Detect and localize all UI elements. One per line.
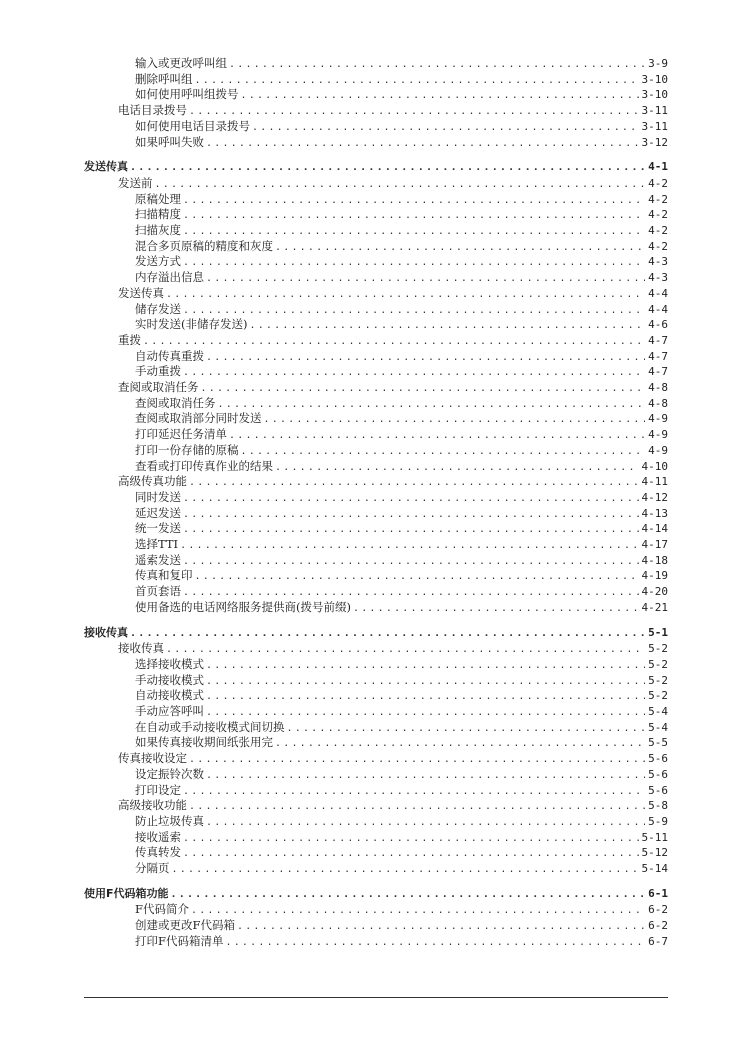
toc-dot-leader: [241, 89, 639, 102]
toc-dot-leader: [172, 863, 639, 876]
toc-dot-leader: [206, 272, 645, 285]
toc-page-number: 4-12: [641, 490, 668, 504]
toc-entry-title: 发送方式: [135, 254, 181, 269]
toc-entry-title: 接收传真: [118, 641, 164, 656]
toc-page-number: 4-2: [648, 208, 668, 222]
toc-page-number: 5-4: [648, 720, 668, 734]
toc-entry[interactable]: [135, 207, 668, 222]
toc-page-number: 4-18: [641, 553, 668, 567]
toc-dot-leader: [191, 904, 645, 917]
toc-entry[interactable]: [135, 254, 668, 269]
toc-dot-leader: [206, 137, 639, 150]
toc-page-number: 4-7: [648, 349, 668, 363]
toc-dot-leader: [225, 936, 645, 949]
toc-entry-title: 选择TTI: [135, 537, 179, 551]
toc-page-number: 6-7: [648, 934, 668, 948]
toc-dot-leader: [166, 288, 645, 301]
toc-entry[interactable]: [135, 553, 668, 568]
toc-page-number: 4-2: [648, 239, 668, 253]
toc-entry[interactable]: [135, 459, 668, 474]
toc-page-number: 5-6: [648, 783, 668, 797]
toc-page-number: 3-12: [641, 135, 668, 149]
toc-dot-leader: [206, 816, 645, 829]
toc-entry-title: 查看或打印传真作业的结果: [135, 458, 273, 473]
toc-entry[interactable]: [118, 798, 668, 813]
toc-page-number: 5-6: [648, 752, 668, 766]
toc-entry-title: 电话目录拨号: [118, 103, 187, 118]
toc-page-number: 5-2: [648, 689, 668, 703]
toc-page-number: 5-12: [641, 846, 668, 860]
toc-page-number: 4-4: [648, 286, 668, 300]
toc-page-number: 4-3: [648, 271, 668, 285]
toc-page-number: 4-3: [648, 255, 668, 269]
toc-dot-leader: [183, 832, 639, 845]
toc-entry-title: 防止垃圾传真: [135, 813, 204, 828]
toc-entry-title: 发送传真: [84, 160, 128, 174]
toc-entry-title: 原稿处理: [135, 191, 181, 206]
toc-entry-title: 打印设定: [135, 782, 181, 797]
toc-entry-title: 查阅或取消任务: [135, 395, 216, 410]
toc-page-number: 4-17: [641, 538, 668, 551]
toc-entry-title: 遥索发送: [135, 552, 181, 567]
toc-page-number: 3-11: [641, 119, 668, 133]
toc-entry-title: 重拨: [118, 332, 141, 347]
toc-page-number: 5-2: [648, 673, 668, 687]
toc-dot-leader: [195, 74, 639, 87]
toc-entry[interactable]: [135, 506, 668, 521]
toc-entry-title: 发送传真: [118, 285, 164, 300]
toc-entry-title: 打印一份存储的原稿: [135, 442, 239, 457]
toc-entry[interactable]: [135, 396, 668, 411]
toc-page-number: 4-14: [641, 522, 668, 536]
toc-page-number: 3-9: [648, 57, 668, 70]
toc-dot-leader: [183, 194, 645, 207]
toc-entry-title: 高级传真功能: [118, 474, 187, 489]
toc-entry[interactable]: [135, 521, 668, 536]
toc-entry[interactable]: [135, 918, 668, 933]
toc-entry-title: 分隔页: [135, 861, 170, 875]
toc-entry[interactable]: [135, 317, 668, 332]
toc-dot-leader: [155, 178, 646, 191]
toc-dot-leader: [206, 659, 645, 672]
toc-page-number: 6-2: [648, 919, 668, 933]
toc-entry-title: 选择接收模式: [135, 656, 204, 671]
toc-entry[interactable]: [135, 119, 668, 134]
toc-entry-title: 实时发送(非储存发送): [135, 317, 248, 332]
toc-entry[interactable]: [135, 411, 668, 426]
toc-page-number: 4-20: [641, 585, 668, 599]
toc-entry-title: 自动传真重拨: [135, 348, 204, 363]
toc-dot-leader: [264, 413, 646, 426]
toc-dot-leader: [206, 769, 645, 782]
toc-entry[interactable]: [135, 814, 668, 829]
toc-entry-title: 首页套语: [135, 584, 181, 599]
toc-page-number: 4-9: [648, 428, 668, 442]
toc-dot-leader: [143, 335, 645, 348]
toc-entry[interactable]: [135, 443, 668, 458]
toc-entry-title: 同时发送: [135, 489, 181, 504]
toc-entry-title: 如果传真接收期间纸张用完: [135, 735, 273, 750]
toc-entry-title: 输入或更改呼叫组: [135, 56, 227, 70]
toc-page-number: 4-11: [641, 475, 668, 489]
toc-entry-title: 手动接收模式: [135, 672, 204, 687]
toc-entry[interactable]: [118, 751, 668, 766]
toc-entry[interactable]: [135, 673, 668, 688]
toc-page-number: 4-8: [648, 396, 668, 410]
toc-entry-title: 延迟发送: [135, 505, 181, 520]
toc-entry[interactable]: [135, 934, 668, 949]
toc-entry[interactable]: [135, 87, 668, 102]
toc-entry[interactable]: [135, 783, 668, 798]
toc-dot-leader: [218, 398, 646, 411]
toc-entry[interactable]: [118, 286, 668, 301]
toc-entry[interactable]: [118, 380, 668, 395]
toc-entry[interactable]: [135, 657, 668, 672]
toc-page-number: 4-1: [648, 160, 668, 174]
toc-entry[interactable]: [118, 641, 668, 656]
toc-page-number: 4-2: [648, 192, 668, 206]
toc-chapter-entry[interactable]: [84, 160, 668, 175]
toc-entry[interactable]: [135, 735, 668, 750]
toc-entry-title: 使用备选的电话网络服务提供商(拨号前缀): [135, 599, 351, 614]
toc-entry[interactable]: [135, 584, 668, 599]
toc-dot-leader: [287, 722, 646, 735]
toc-page-number: 4-4: [648, 302, 668, 316]
toc-dot-leader: [189, 753, 645, 766]
toc-dot-leader: [275, 241, 645, 254]
toc-page-number: 4-19: [641, 569, 668, 583]
toc-page-number: 5-4: [648, 705, 668, 718]
toc-page-number: 3-11: [641, 104, 668, 118]
toc-page-number: 4-21: [641, 600, 668, 614]
toc-dot-leader: [130, 627, 645, 641]
toc-entry-title: 扫描灰度: [135, 223, 181, 237]
toc-entry-title: 创建或更改F代码箱: [135, 918, 235, 933]
toc-entry[interactable]: [135, 302, 668, 317]
toc-entry-title: 删除呼叫组: [135, 71, 193, 86]
toc-entry-title: 接收遥索: [135, 829, 181, 844]
toc-entry[interactable]: [135, 568, 668, 583]
toc-entry[interactable]: [135, 349, 668, 364]
toc-entry-title: 统一发送: [135, 521, 181, 536]
toc-entry[interactable]: [135, 902, 668, 917]
toc-entry-title: 手动应答呼叫: [135, 704, 204, 718]
toc-entry[interactable]: [135, 490, 668, 505]
toc-entry-title: 内存溢出信息: [135, 270, 204, 285]
toc-page-number: 5-9: [648, 814, 668, 828]
toc-dot-leader: [206, 690, 645, 703]
toc-entry-title: 如果呼叫失败: [135, 134, 204, 149]
toc-chapter-entry[interactable]: [84, 626, 668, 641]
toc-page-number: 5-14: [641, 862, 668, 875]
toc-page-number: 5-2: [648, 642, 668, 656]
toc-dot-leader: [183, 785, 645, 798]
toc-page-number: 6-1: [648, 886, 668, 900]
toc-page-number: 5-11: [641, 830, 668, 844]
toc-entry-title: 传真接收设定: [118, 751, 187, 766]
toc-entry-title: 自动接收模式: [135, 688, 204, 703]
toc-entry[interactable]: [118, 103, 668, 118]
toc-chapter-entry[interactable]: [84, 887, 668, 902]
toc-entry[interactable]: [118, 333, 668, 348]
toc-dot-leader: [189, 476, 639, 489]
toc-dot-leader: [183, 586, 639, 599]
toc-entry-title: 如何使用呼叫组拨号: [135, 87, 239, 102]
toc-page-number: 4-7: [648, 365, 668, 379]
toc-entry-title: 查阅或取消部分同时发送: [135, 411, 262, 426]
toc-dot-leader: [183, 492, 639, 505]
toc-page-number: 4-7: [648, 333, 668, 347]
toc-page-number: 6-2: [648, 903, 668, 917]
toc-page-number: 4-6: [648, 318, 668, 332]
toc-dot-leader: [206, 675, 645, 688]
toc-entry-title: 发送前: [118, 175, 153, 190]
toc-entry-title: F代码简介: [135, 902, 189, 917]
toc-entry[interactable]: [135, 861, 668, 876]
toc-entry[interactable]: [135, 135, 668, 150]
toc-dot-leader: [183, 209, 645, 222]
toc-entry-title: 查阅或取消任务: [118, 380, 199, 394]
toc-dot-leader: [275, 461, 639, 474]
toc-dot-leader: [130, 161, 645, 175]
toc-dot-leader: [201, 382, 646, 395]
toc-dot-leader: [183, 225, 645, 238]
toc-dot-leader: [183, 555, 639, 568]
toc-dot-leader: [252, 121, 639, 134]
toc-entry-title: 使用F代码箱功能: [84, 886, 169, 900]
toc-page-number: 5-1: [648, 625, 668, 639]
toc-entry[interactable]: [135, 192, 668, 207]
toc-entry-title: 传真和复印: [135, 568, 193, 583]
toc-dot-leader: [237, 920, 645, 933]
toc-entry[interactable]: [135, 704, 668, 719]
toc-dot-leader: [275, 737, 645, 750]
toc-page-number: 4-2: [648, 176, 668, 190]
toc-page-number: 3-10: [641, 72, 668, 86]
toc-page-number: 4-13: [641, 506, 668, 520]
toc-dot-leader: [353, 602, 639, 615]
toc-entry-title: 扫描精度: [135, 207, 181, 222]
toc-entry-title: 混合多页原稿的精度和灰度: [135, 238, 273, 253]
toc-entry-title: 接收传真: [84, 625, 128, 639]
toc-entry[interactable]: [135, 537, 668, 552]
toc-entry-title: 打印延迟任务清单: [135, 427, 227, 442]
toc-page-number: 5-2: [648, 657, 668, 671]
toc-entry[interactable]: [135, 364, 668, 379]
toc-page-number: 4-9: [648, 443, 668, 457]
toc-entry-title: 手动重拨: [135, 364, 181, 379]
toc-dot-leader: [241, 445, 646, 458]
toc-entry-title: 打印F代码箱清单: [135, 933, 224, 948]
toc-dot-leader: [183, 256, 645, 269]
toc-entry-title: 在自动或手动接收模式间切换: [135, 719, 285, 734]
toc-dot-leader: [183, 366, 645, 379]
toc-dot-leader: [206, 351, 645, 364]
toc-dot-leader: [183, 523, 639, 536]
toc-dot-leader: [171, 888, 646, 902]
toc-page-number: 5-5: [648, 736, 668, 750]
toc-dot-leader: [183, 847, 639, 860]
toc-entry[interactable]: [135, 270, 668, 285]
toc-entry-title: 储存发送: [135, 301, 181, 316]
toc-entry[interactable]: [135, 223, 668, 238]
toc-page-number: 4-10: [641, 459, 668, 473]
toc-page-number: 5-8: [648, 799, 668, 813]
toc-entry-title: 设定振铃次数: [135, 766, 204, 781]
toc-dot-leader: [180, 539, 638, 552]
toc-page-number: 5-6: [648, 767, 668, 781]
toc-dot-leader: [166, 643, 645, 656]
toc-entry-title: 如何使用电话目录拨号: [135, 118, 250, 133]
toc-page-number: 3-10: [641, 88, 668, 102]
toc-page-number: 4-9: [648, 412, 668, 426]
toc-dot-leader: [229, 58, 645, 71]
toc-dot-leader: [183, 304, 645, 317]
toc-page-number: 4-8: [648, 381, 668, 394]
toc-dot-leader: [183, 508, 639, 521]
toc-dot-leader: [206, 706, 645, 719]
toc-entry[interactable]: [135, 688, 668, 703]
toc-dot-leader: [229, 429, 645, 442]
toc-entry[interactable]: [135, 72, 668, 87]
toc-entry[interactable]: [135, 600, 668, 615]
toc-dot-leader: [189, 105, 639, 118]
toc-entry-title: 传真转发: [135, 845, 181, 860]
toc-entry[interactable]: [135, 830, 668, 845]
footer-rule: [84, 997, 668, 998]
toc-dot-leader: [195, 570, 639, 583]
toc-page-number: 4-2: [648, 224, 668, 237]
toc-entry[interactable]: [118, 474, 668, 489]
toc-entry-title: 高级接收功能: [118, 798, 187, 813]
toc-entry[interactable]: [135, 767, 668, 782]
toc-dot-leader: [249, 319, 645, 332]
toc-entry[interactable]: [135, 56, 668, 71]
toc-entry[interactable]: [135, 239, 668, 254]
toc-entry[interactable]: [135, 427, 668, 442]
toc-dot-leader: [189, 800, 645, 813]
toc-entry[interactable]: [135, 845, 668, 860]
toc-entry[interactable]: [135, 720, 668, 735]
toc-entry[interactable]: [118, 176, 668, 191]
